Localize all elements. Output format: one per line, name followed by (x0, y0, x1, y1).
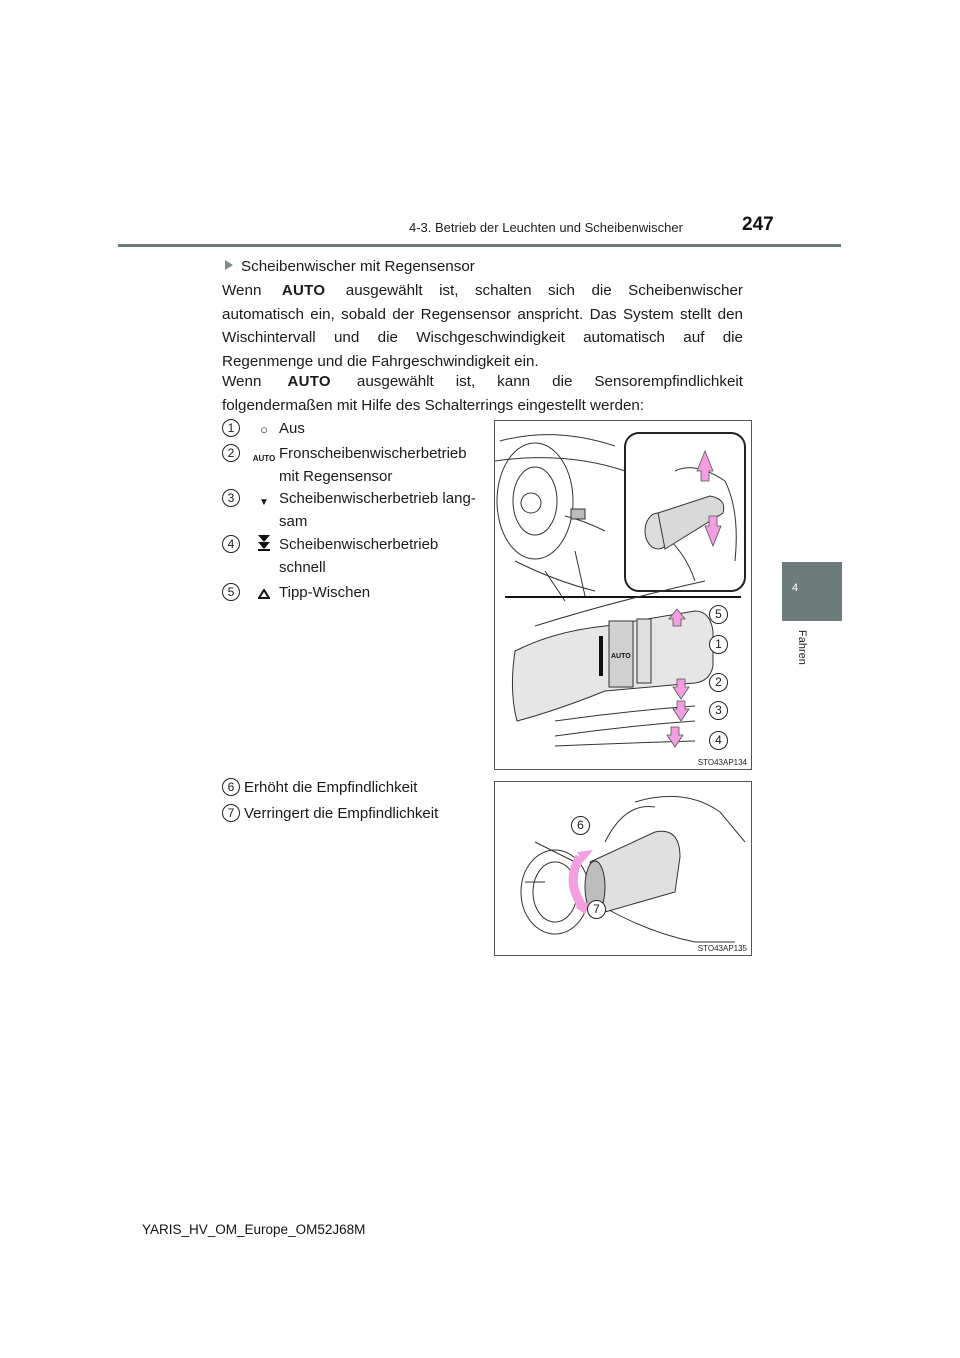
p2-before: Wenn (222, 373, 262, 390)
mode-label: Tipp-Wischen (279, 584, 371, 601)
header-rule (118, 244, 841, 247)
mode-label: Scheibenwischerbetrieb lang-sam (279, 490, 476, 530)
off-circle-icon: ○ (260, 422, 268, 437)
sensitivity-item (222, 803, 492, 825)
figure-code: STO43AP135 (697, 944, 747, 953)
mode-item (222, 443, 492, 489)
bullet-triangle-icon (225, 260, 233, 270)
chapter-number: 4 (792, 582, 799, 594)
number-badge: 3 (222, 489, 240, 507)
callout-6: 6 (571, 816, 590, 835)
number-badge: 5 (222, 583, 240, 601)
mist-triangle-icon (248, 584, 280, 607)
chapter-label: Fahren (796, 630, 808, 665)
p1-before: Wenn (222, 282, 262, 299)
number-badge: 6 (222, 778, 240, 796)
paragraph-2 (222, 370, 743, 417)
bullet-heading (225, 255, 475, 279)
chapter-tab[interactable] (782, 562, 842, 621)
callout-2: 2 (709, 673, 728, 692)
auto-icon: AUTO (287, 373, 331, 390)
mode-label: Aus (279, 420, 305, 437)
callout-5: 5 (709, 605, 728, 624)
auto-icon: AUTO (281, 282, 326, 299)
mode-item (222, 418, 492, 440)
figure-sensitivity-ring (494, 781, 752, 956)
number-badge: 4 (222, 535, 240, 553)
bullet-heading-text: Scheibenwischer mit Regensensor (241, 258, 475, 275)
p2-after: ausgewählt ist, kann die Sensorempfindlichkeit folgendermaßen mit Hilfe des Schalterrings eingestellt werden: (222, 373, 743, 414)
svg-text:AUTO: AUTO (611, 653, 631, 660)
callout-4: 4 (709, 731, 728, 750)
figure-code: STO43AP134 (697, 758, 747, 767)
mode-item (222, 534, 492, 580)
sensitivity-label: Verringert die Empfindlichkeit (244, 805, 439, 822)
callout-7: 7 (587, 900, 606, 919)
page-number: 247 (742, 214, 774, 235)
callout-1: 1 (709, 635, 728, 654)
mode-label: Scheibenwischerbetrieb schnell (279, 536, 439, 576)
mode-item (222, 488, 492, 534)
mode-label: Fronscheibenwischerbetrieb mit Regensensor (279, 445, 467, 485)
sensitivity-item (222, 777, 492, 799)
number-badge: 7 (222, 804, 240, 822)
mode-item (222, 582, 492, 604)
sensitivity-label: Erhöht die Empfindlichkeit (244, 779, 418, 796)
paragraph-1 (222, 279, 743, 373)
section-title: 4-3. Betrieb der Leuchten und Scheibenwischer (409, 220, 683, 235)
number-badge: 2 (222, 444, 240, 462)
fast-double-triangle-icon (248, 535, 280, 559)
slow-triangle-icon: ▼ (259, 497, 269, 508)
document-id: YARIS_HV_OM_Europe_OM52J68M (142, 1222, 366, 1237)
p1-after: ausgewählt ist, schalten sich die Scheibenwischer automatisch ein, sobald der Regensensor anspricht. Das System stellt den Wischintervall und die Wischgeschwindigkeit automatisch auf die Regenmenge und die Fahrgeschwindigkeit ein. (222, 282, 743, 370)
number-badge: 1 (222, 419, 240, 437)
auto-icon: AUTO (252, 454, 276, 463)
figure-wiper-lever (494, 420, 752, 770)
callout-3: 3 (709, 701, 728, 720)
sensitivity-ring-illustration (495, 782, 751, 955)
